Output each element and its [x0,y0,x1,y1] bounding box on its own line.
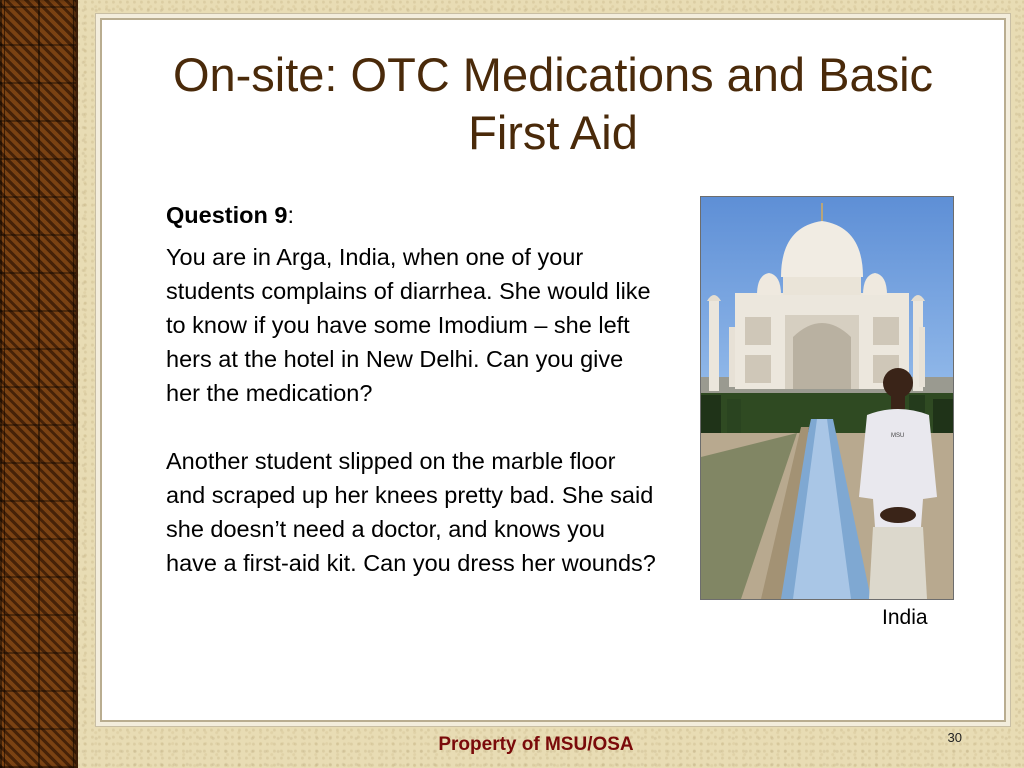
question-paragraph-2: Another student slipped on the marble floor and scraped up her knees pretty bad. She said she doesn’t need a doctor, and knows you have a first-aid kit. Can you dress her wounds? [166,448,656,576]
slide-content-frame [100,18,1006,722]
taj-mahal-photo [700,196,954,600]
page-number: 30 [947,730,962,745]
question-heading [166,198,656,232]
footer-property-text: Property of MSU/OSA [438,734,634,755]
question-suffix: : [287,202,294,228]
question-paragraph-1: You are in Arga, India, when one of your students complains of diarrhea. She would like to know if you have some Imodium – she left hers at the hotel in New Delhi. Can you give her the medication? [166,244,651,406]
photo-shirt-text: MSU [891,433,905,439]
decorative-left-border [0,0,78,768]
photo-caption: India [882,606,928,629]
slide-title: On-site: OTC Medications and Basic First Aid [172,48,934,159]
question-label: Question 9 [166,202,288,228]
slide-body [166,198,656,580]
